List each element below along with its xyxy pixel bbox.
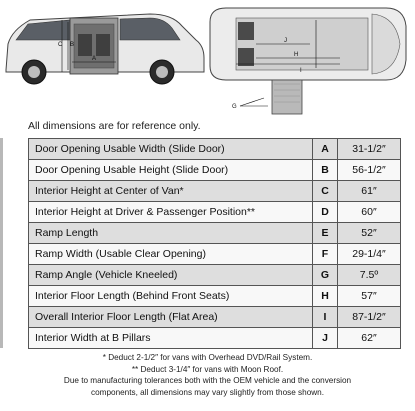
dimension-value: 61″ xyxy=(338,181,401,202)
table-row xyxy=(29,223,401,244)
footnote-dvd: * Deduct 2-1/2″ for vans with Overhead DVD/Rail System. xyxy=(102,353,313,362)
dimension-label: Interior Floor Length (Behind Front Seats) xyxy=(29,286,313,307)
dimension-label: Door Opening Usable Width (Slide Door) xyxy=(29,139,313,160)
label-h: H xyxy=(294,52,299,58)
dimension-value: 62″ xyxy=(338,328,401,349)
table-row xyxy=(29,328,401,349)
label-a: A xyxy=(92,56,97,62)
van-illustrations xyxy=(0,0,415,118)
dimension-letter: C xyxy=(313,181,338,202)
dimension-label: Ramp Angle (Vehicle Kneeled) xyxy=(29,265,313,286)
label-b: B xyxy=(70,42,75,48)
dimensions-table xyxy=(28,138,401,349)
table-row xyxy=(29,160,401,181)
dimension-label: Interior Height at Driver & Passenger Position** xyxy=(29,202,313,223)
dimension-value: 52″ xyxy=(338,223,401,244)
table-row xyxy=(29,202,401,223)
label-c: C xyxy=(58,42,63,48)
dimension-label: Interior Height at Center of Van* xyxy=(29,181,313,202)
dimension-letter: I xyxy=(313,307,338,328)
label-g: G xyxy=(232,104,237,110)
table-row xyxy=(29,286,401,307)
dimension-label: Door Opening Usable Height (Slide Door) xyxy=(29,160,313,181)
footnote-tolerance-2: components, all dimensions may vary slightly from those shown. xyxy=(91,387,324,397)
dimension-label: Overall Interior Floor Length (Flat Area) xyxy=(29,307,313,328)
dimension-label: Interior Width at B Pillars xyxy=(29,328,313,349)
reference-note: All dimensions are for reference only. xyxy=(28,120,201,132)
dimension-value: 57″ xyxy=(338,286,401,307)
table-row xyxy=(29,244,401,265)
dimension-letter: D xyxy=(313,202,338,223)
table-row xyxy=(29,181,401,202)
dimension-letter: F xyxy=(313,244,338,265)
dimension-label: Ramp Width (Usable Clear Opening) xyxy=(29,244,313,265)
dimension-letter: J xyxy=(313,328,338,349)
page-edge-strip xyxy=(0,138,3,348)
dimension-letter: H xyxy=(313,286,338,307)
dimension-label: Ramp Length xyxy=(29,223,313,244)
van-diagram xyxy=(0,0,415,118)
dimension-value: 87-1/2″ xyxy=(338,307,401,328)
footnote-tolerance-1: Due to manufacturing tolerances both with the OEM vehicle and the conversion xyxy=(63,376,352,385)
van-top-view xyxy=(210,8,406,114)
footnotes xyxy=(0,352,415,398)
dimension-value: 31-1/2″ xyxy=(338,139,401,160)
van-side-view xyxy=(6,14,204,84)
dimension-value: 60″ xyxy=(338,202,401,223)
dimension-letter: G xyxy=(313,265,338,286)
label-j: J xyxy=(284,38,287,44)
dimension-letter: A xyxy=(313,139,338,160)
table-row xyxy=(29,139,401,160)
dimension-letter: B xyxy=(313,160,338,181)
dimension-value: 56-1/2″ xyxy=(338,160,401,181)
dimension-value: 29-1/4″ xyxy=(338,244,401,265)
table-row xyxy=(29,265,401,286)
label-i: I xyxy=(300,68,302,74)
dimension-value: 7.5º xyxy=(338,265,401,286)
table-row xyxy=(29,307,401,328)
dimension-letter: E xyxy=(313,223,338,244)
footnote-moon-roof: ** Deduct 3-1/4″ for vans with Moon Roof. xyxy=(131,364,284,374)
